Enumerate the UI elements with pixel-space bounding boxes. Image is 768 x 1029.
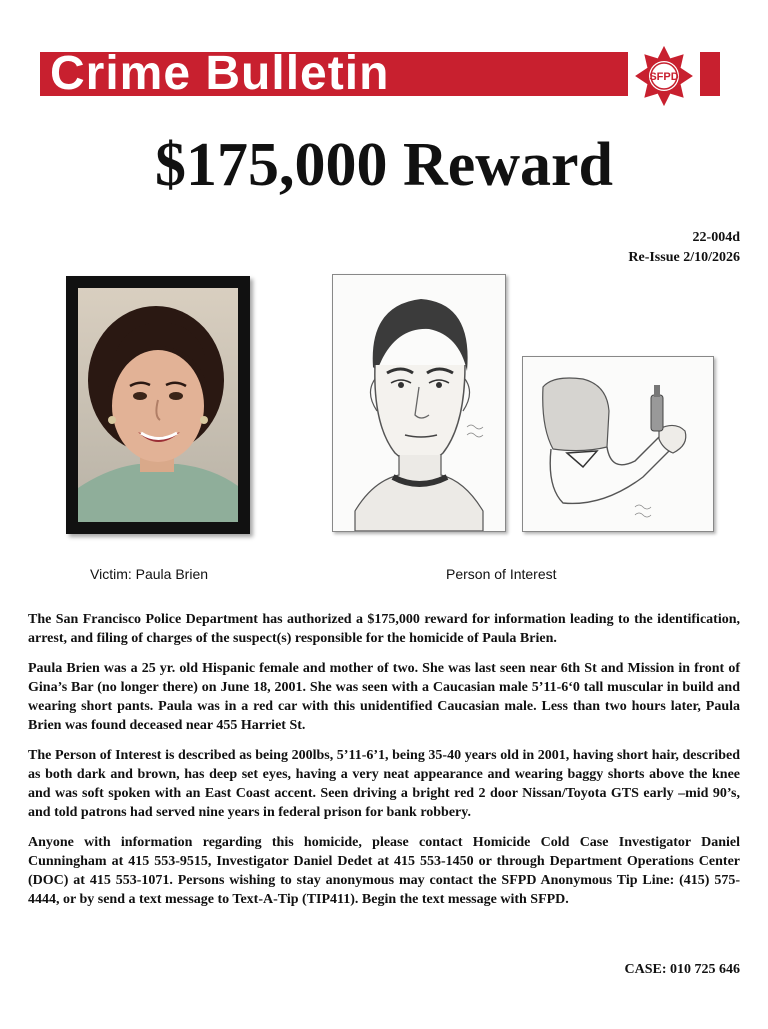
person-of-interest-caption: Person of Interest — [446, 566, 557, 582]
arm-sketch-image — [523, 357, 713, 531]
paragraph-victim: Paula Brien was a 25 yr. old Hispanic female and mother of two. She was last seen near 6th St and Mission in front of Gina’s Bar (no longer there) on June 18, 2001. She was seen with a Caucasian male 5’11-6‘0 tall muscular in build and wearing short pants. Paula was in a red car with this unidentified Caucasian male. Less than two hours later, Paula Brien was found deceased near 455 Harriet St. — [28, 661, 740, 733]
crime-bulletin-banner — [40, 44, 720, 108]
case-number: CASE: 010 725 646 — [624, 962, 740, 977]
sfpd-badge — [628, 44, 700, 108]
suspect-arm-tattoo-sketch — [522, 356, 714, 532]
paragraph-description: The Person of Interest is described as being 200lbs, 5’11-6’1, being 35-40 years old in 2001, having short hair, described as both dark and brown, has deep set eyes, having a very neat appearance and wearing baggy shorts above the knee and was soft spoken with an East Coast accent. Seen driving a bright red 2 door Nissan/Toyota GTS early –mid 90’s, and told patrons had served nine years in federal prison for bank robbery. — [28, 748, 740, 820]
victim-portrait-image — [78, 288, 238, 522]
bulletin-identifiers — [628, 228, 740, 268]
paragraph-reward: The San Francisco Police Department has authorized a $175,000 reward for information leading to the identification, arrest, and filing of charges of the suspect(s) responsible for the homicide of Paula Brien. — [28, 612, 740, 646]
victim-photo — [66, 276, 250, 534]
banner-red-band — [40, 52, 616, 96]
badge-text: SFPD — [649, 71, 679, 83]
bulletin-body — [28, 610, 740, 920]
victim-caption: Victim: Paula Brien — [90, 566, 209, 582]
reissue-date: Re-Issue 2/10/2026 — [628, 250, 740, 265]
bulletin-number: 22-004d — [692, 230, 740, 245]
paragraph-contact: Anyone with information regarding this homicide, please contact Homicide Cold Case Investigator Daniel Cunningham at 415 553-9515, Investigator Daniel Dedet at 415 553-1450 or through Department Operations Center (DOC) at 415 553-1071. Persons wishing to stay anonymous may contact the SFPD Anonymous Tip Line: (415) 575-4444, or by send a text message to Text-A-Tip (TIP411). Begin the text message with SFPD. — [28, 835, 740, 907]
face-sketch-image — [333, 275, 505, 531]
banner-title: Crime Bulletin — [50, 52, 390, 96]
suspect-face-sketch — [332, 274, 506, 532]
reward-headline: $175,000 Reward — [154, 131, 614, 199]
sfpd-star-icon — [633, 45, 695, 107]
